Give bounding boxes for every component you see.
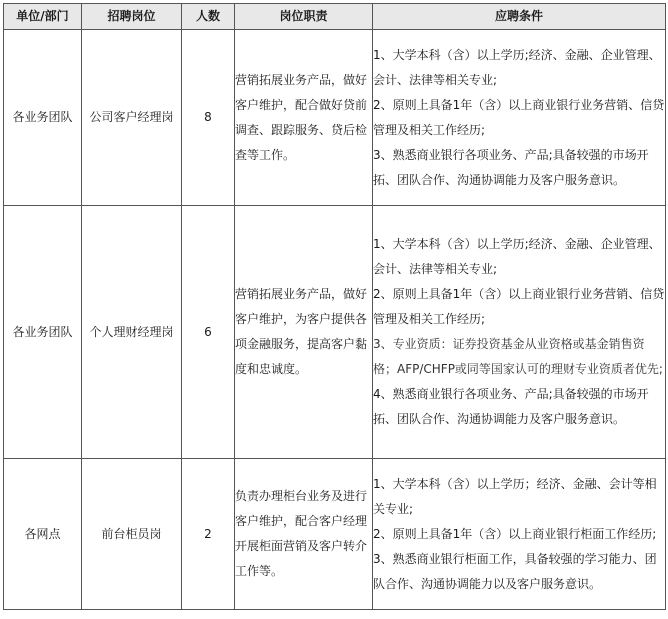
requirement-item: 4、熟悉商业银行各项业务、产品;具备较强的市场开拓、团队合作、沟通协调能力及客户服务意识。: [373, 387, 649, 426]
header-requirements: 应聘条件: [373, 4, 666, 30]
unit-cell: 各业务团队: [4, 30, 82, 206]
requirements-cell: [373, 206, 666, 459]
requirements-cell: [373, 30, 666, 206]
unit-cell: 各业务团队: [4, 206, 82, 459]
table-row: [4, 30, 666, 206]
position-cell: 前台柜员岗: [82, 459, 182, 610]
requirement-item: 3、熟悉商业银行各项业务、产品;具备较强的市场开拓、团队合作、沟通协调能力及客户服务意识。: [373, 147, 649, 187]
position-cell: 个人理财经理岗: [82, 206, 182, 459]
duty-cell: 营销拓展业务产品，做好客户维护，为客户提供各项金融服务，提高客户黏度和忠诚度。: [235, 206, 373, 459]
requirement-item: 1、大学本科（含）以上学历;经济、金融、企业管理、会计、法律等相关专业;: [373, 237, 661, 276]
requirements-cell: [373, 459, 666, 610]
header-duty: 岗位职责: [235, 4, 373, 30]
count-cell: 2: [182, 459, 235, 610]
requirement-item: 1、大学本科（含）以上学历;经济、金融、企业管理、会计、法律等相关专业;: [373, 47, 661, 87]
requirement-item: 2、原则上具备1年（含）以上商业银行业务营销、信贷管理及相关工作经历;: [373, 287, 665, 326]
recruitment-table: [3, 3, 666, 610]
requirement-item: 1、大学本科（含）以上学历；经济、金融、会计等相关专业;: [373, 476, 657, 516]
requirement-item: 3、熟悉商业银行柜面工作，具备较强的学习能力、团队合作、沟通协调能力以及客户服务意识。: [373, 551, 657, 591]
requirement-item: 3、专业资质：证券投资基金从业资格或基金销售资格；AFP/CHFP或同等国家认可的理财专业资质者优先;: [373, 337, 663, 376]
header-count: 人数: [182, 4, 235, 30]
unit-cell: 各网点: [4, 459, 82, 610]
header-position: 招聘岗位: [82, 4, 182, 30]
requirement-item: 2、原则上具备1年（含）以上商业银行柜面工作经历;: [373, 526, 657, 541]
requirement-item: 2、原则上具备1年（含）以上商业银行业务营销、信贷管理及相关工作经历;: [373, 97, 665, 137]
duty-cell: 营销拓展业务产品，做好客户维护，配合做好贷前调查、跟踪服务、贷后检查等工作。: [235, 30, 373, 206]
duty-cell: 负责办理柜台业务及进行客户维护，配合客户经理开展柜面营销及客户转介工作等。: [235, 459, 373, 610]
position-cell: 公司客户经理岗: [82, 30, 182, 206]
table-row: [4, 459, 666, 610]
header-row: [4, 4, 666, 30]
header-unit: 单位/部门: [4, 4, 82, 30]
count-cell: 6: [182, 206, 235, 459]
table-row: [4, 206, 666, 459]
count-cell: 8: [182, 30, 235, 206]
